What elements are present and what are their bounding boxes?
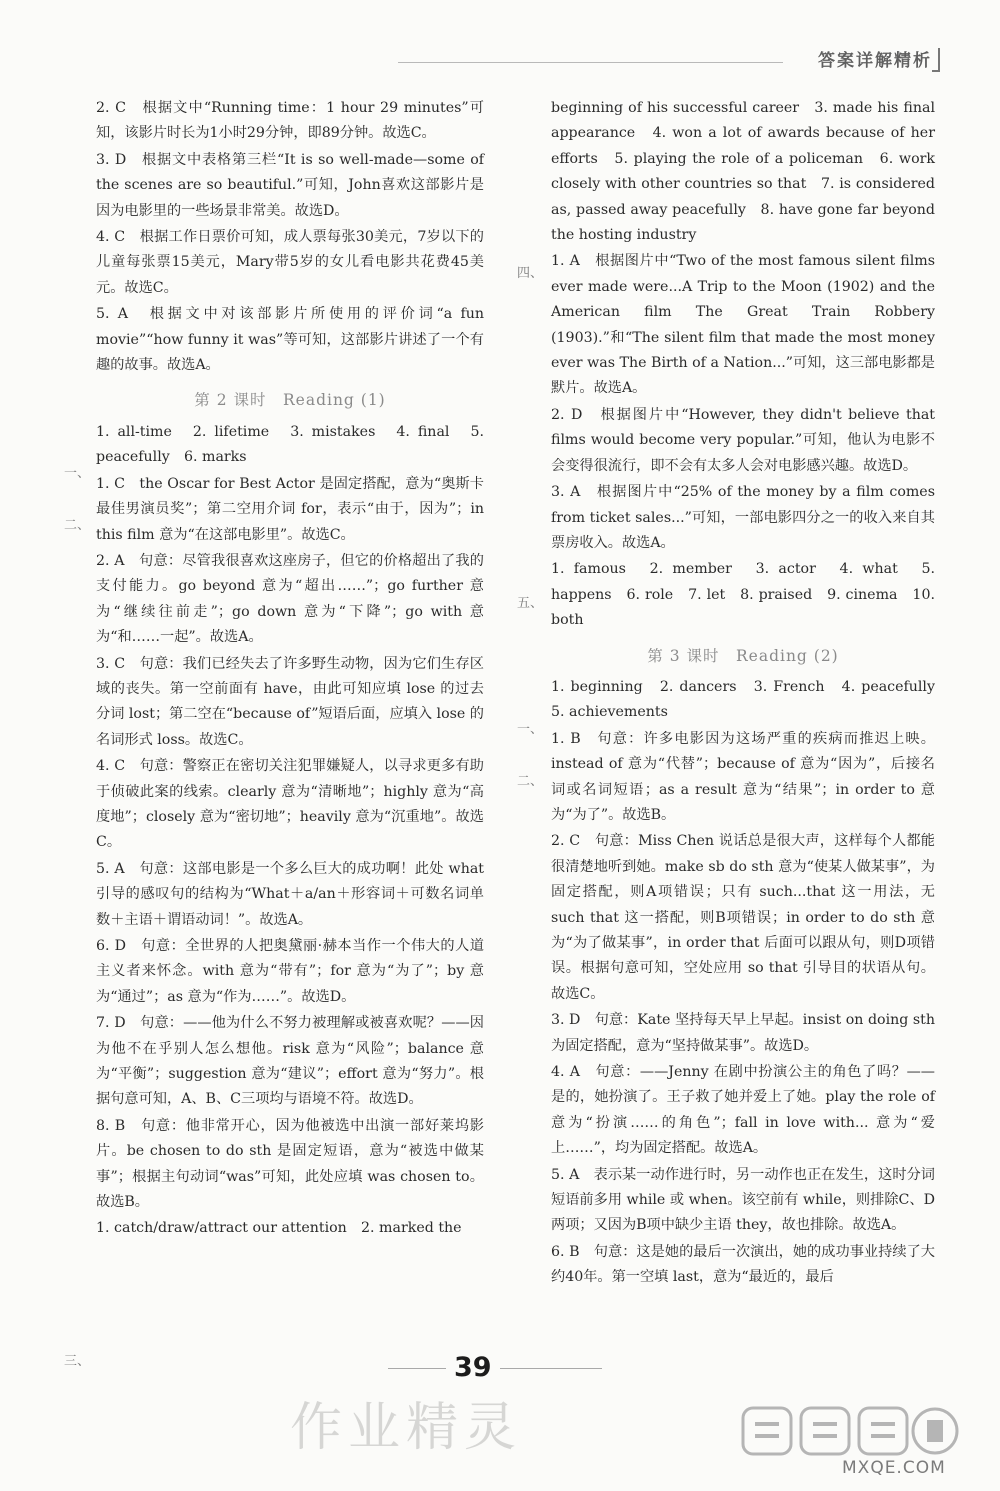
answer-list: 1. famous 2. member 3. actor 4. what 5. happens 6. role 7. let 8. praised 9. cinema 10. both xyxy=(551,561,935,629)
answer-item: 4. A 句意：——Jenny 在剧中扮演公主的角色了吗？——是的，她扮演了。王子救了她并爱上了她。play the role of 意为“扮演……的角色”；fall in love with... 意为“爱上……”，均为固定搭配。故选A。 xyxy=(551,1064,935,1157)
answer-item: 3. C 句意：我们已经失去了许多野生动物，因为它们生存区域的丧失。第一空前面有 have，由此可知应填 lose 的过去分词 lost；第二空在“because of”短语后面，应填入 lose 的名词形式 loss。故选C。 xyxy=(96,655,484,748)
header-rule xyxy=(398,62,783,63)
section-number: 一、 xyxy=(517,722,544,737)
answer-item: 1. A 根据图片中“Two of the most famous silent films ever made were...A Trip to the Moon (1902) and the American film The Great Train Robbery (1903).”和“The silent film that made the most money ever was The Birth of a Nation...”可知，这三部电影都是默片。故选A。 xyxy=(551,253,935,397)
answer-list: 1. catch/draw/attract our attention 2. marked the xyxy=(96,1220,462,1237)
answer-item: 2. C 句意：Miss Chen 说话总是很大声，这样每个人都能很清楚地听到她。make sb do sth 意为“使某人做某事”，为固定搭配，则A项错误；只有 such...that 这一用法，无 such that 这一搭配，则B项错误；in order to do sth 意为“为了做某事”，in order that 后面可以跟从句，则D项错误。根据句意可知，空处应用 so that 引导目的状语从句。故选C。 xyxy=(551,833,935,1002)
answer-item: 5. A 表示某一动作进行时，另一动作也正在发生，这时分词短语前多用 while 或 when。该空前有 while，则排除C、D两项；又因为B项中缺少主语 they，故也排除。故选A。 xyxy=(551,1166,935,1234)
page-number: 39 xyxy=(454,1352,492,1383)
right-column xyxy=(551,96,950,1292)
answer-list: beginning of his successful career 3. made his final appearance 4. won a lot of awards because of her efforts 5. playing the role of a policeman 6. work closely with other countries so that 7. is considered as, passed away peacefully 8. have gone far beyond the hosting industry xyxy=(551,100,935,244)
answer-item: 5. A 句意：这部电影是一个多么巨大的成功啊！此处 what 引导的感叹句的结构为“What＋a/an＋形容词＋可数名词单数＋主语＋谓语动词！”。故选A。 xyxy=(96,860,484,928)
answer-item: 6. B 句意：这是她的最后一次演出，她的成功事业持续了大约40年。第一空填 last，意为“最近的，最后 xyxy=(551,1243,935,1286)
answer-item: 8. B 句意：他非常开心，因为他被选中出演一部好莱坞影片。be chosen to do sth 是固定短语，意为“被选中做某事”；根据主句动词“was”可知，此处应填 was chosen to。故选B。 xyxy=(96,1117,484,1211)
section-number: 三、 xyxy=(64,1354,91,1369)
answer-item: 7. D 句意：——他为什么不努力被理解或被喜欢呢？——因为他不在乎别人怎么想他。risk 意为“风险”；balance 意为“平衡”；suggestion 意为“建议”；effort 意为“努力”。根据句意可知，A、B、C三项均与语境不符。故选D。 xyxy=(96,1015,484,1108)
section-number: 一、 xyxy=(64,466,91,481)
answer-item: 3. D 根据文中表格第三栏“It is so well-made—some of the scenes are so beautiful.”可知，John喜欢这部影片是因为电影里的一些场景非常美。故选D。 xyxy=(96,151,484,219)
section-number: 二、 xyxy=(517,774,544,789)
answer-item: 2. D 根据图片中“However, they didn't believe that films would become very popular.”可知，他认为电影不会变得很流行，即不会有太多人会对电影感兴趣。故选D。 xyxy=(551,406,935,474)
watermark-text: 作业精灵 xyxy=(290,1398,523,1458)
section-number: 四、 xyxy=(517,266,544,281)
section-number: 五、 xyxy=(517,596,544,611)
answer-item: 4. C 句意：警察正在密切关注犯罪嫌疑人，以寻求更多有助于侦破此案的线索。clearly 意为“清晰地”；highly 意为“高度地”；closely 意为“密切地”；heavily 意为“沉重地”。故选C。 xyxy=(96,758,484,851)
page-rule-left xyxy=(388,1368,446,1369)
answer-item: 6. D 句意：全世界的人把奥黛丽·赫本当作一个伟大的人道主义者来怀念。with 意为“带有”；for 意为“为了”；by 意为“通过”；as 意为“作为……”。故选D。 xyxy=(96,938,484,1005)
answer-item: 3. A 根据图片中“25% of the money by a film comes from ticket sales...”可知，一部电影四分之一的收入来自其票房收入。故选A。 xyxy=(551,484,935,551)
header-bracket xyxy=(932,48,940,72)
answer-item: 1. C the Oscar for Best Actor 是固定搭配，意为“奥斯卡最佳男演员奖”；第二空用介词 for，表示“由于，因为”；in this film 意为“在这部电影里”。故选C。 xyxy=(96,475,484,543)
answer-item: 2. C 根据文中“Running time：1 hour 29 minutes”可知，该影片时长为1小时29分钟，即89分钟。故选C。 xyxy=(96,100,484,142)
answer-item: 4. C 根据工作日票价可知，成人票每张30美元，7岁以下的儿童每张票15美元，Mary带5岁的女儿看电影共花费45美元。故选C。 xyxy=(96,229,484,296)
answer-item: 5. A 根据文中对该部影片所使用的评价词“a fun movie”“how funny it was”等可知，这部影片讲述了一个有趣的故事。故选A。 xyxy=(96,306,484,374)
answer-item: 1. B 句意：许多电影因为这场严重的疾病而推迟上映。instead of 意为“代替”；because of 意为“因为”，后接名词或名词短语；as a result 意为“结果”；in order to 意为“为了”。故选B。 xyxy=(551,730,935,823)
answer-list: 1. all-time 2. lifetime 3. mistakes 4. final 5. peacefully 6. marks xyxy=(96,423,484,466)
section-title: 第 3 课时 Reading (2) xyxy=(647,646,839,665)
answer-list: 1. beginning 2. dancers 3. French 4. peacefully 5. achievements xyxy=(551,678,950,721)
page-rule-right xyxy=(500,1368,602,1369)
header-title: 答案详解精析 xyxy=(818,51,932,71)
section-number: 二、 xyxy=(64,518,91,533)
left-column xyxy=(96,96,484,1243)
answer-item: 3. D 句意：Kate 坚持每天早上早起。insist on doing sth 为固定搭配，意为“坚持做某事”。故选D。 xyxy=(551,1012,935,1054)
section-title: 第 2 课时 Reading (1) xyxy=(194,391,386,410)
logo-text: MXQE.COM xyxy=(842,1458,946,1478)
answer-item: 2. A 句意：尽管我很喜欢这座房子，但它的价格超出了我的支付能力。go beyond 意为“超出……”；go further 意为“继续往前走”；go down 意为“下降”；go with 意为“和……一起”。故选A。 xyxy=(96,552,484,646)
